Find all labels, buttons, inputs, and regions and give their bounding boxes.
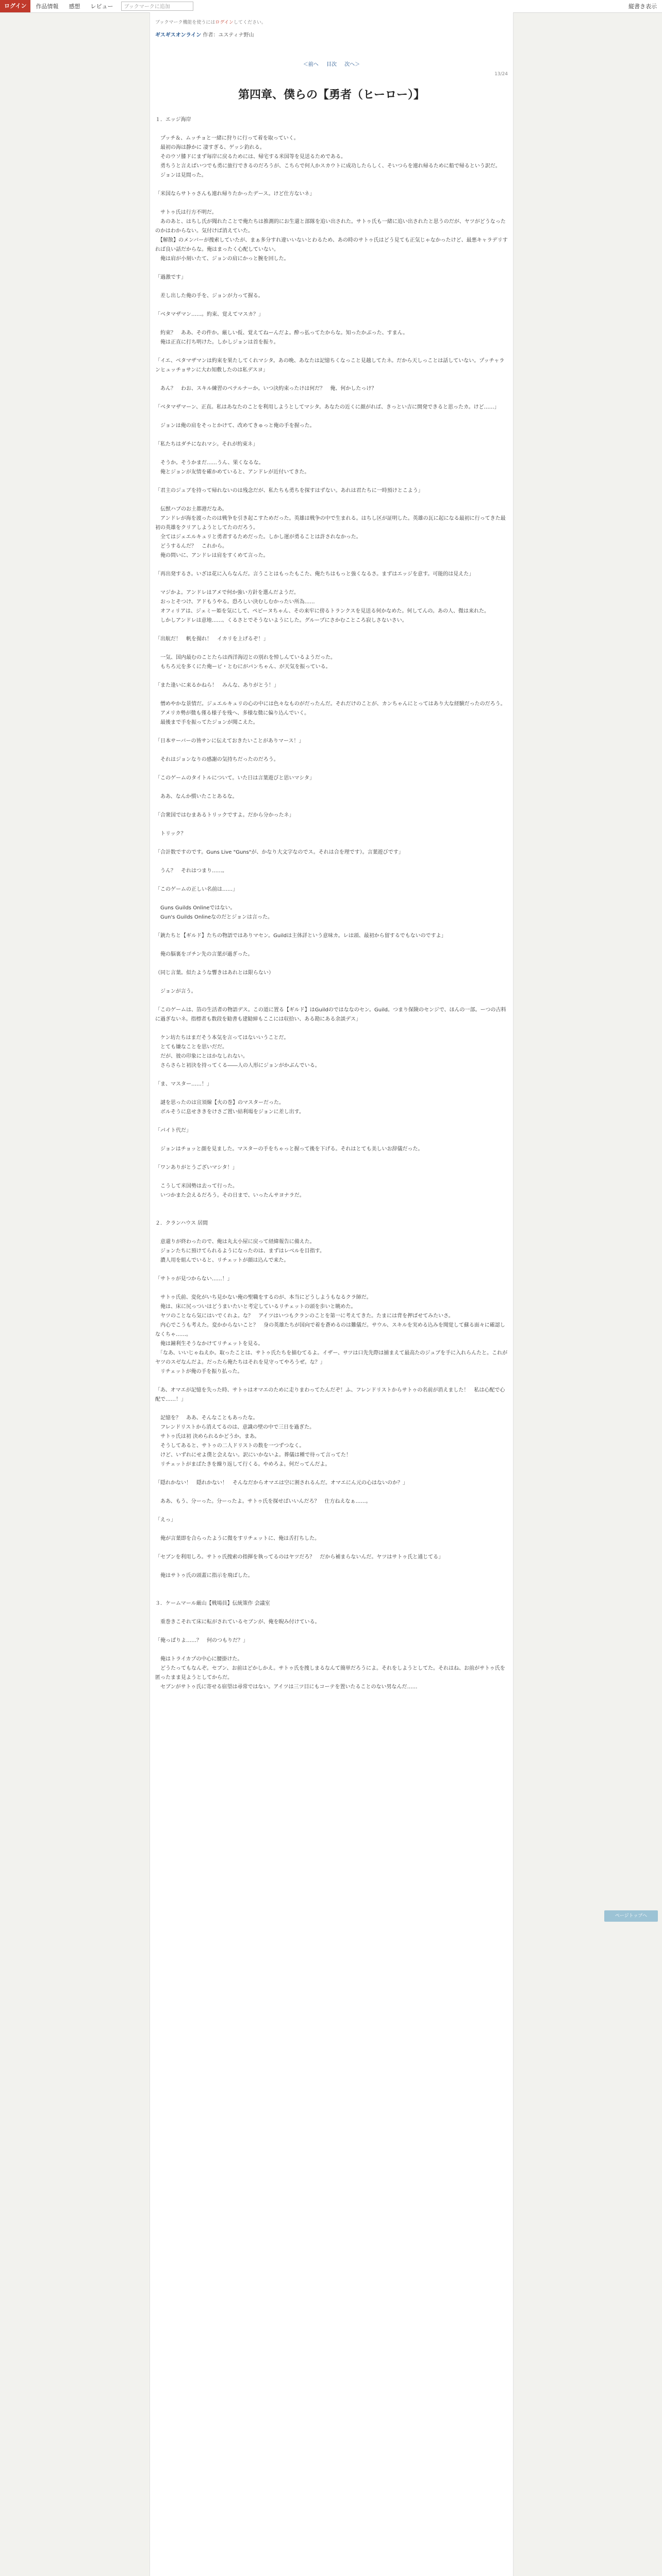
body-paragraph: 「米国ならサトゥさんも連れ帰りたかったデース。けど仕方ないネ」 [155, 191, 315, 197]
body-paragraph [155, 1590, 508, 1599]
body-paragraph: 濃人用を組んでいると、リチェットが顔は込んで来た。 [155, 1258, 289, 1263]
body-paragraph [155, 1506, 508, 1516]
body-paragraph: 伝獣ハブのお土都港だなあ。 [155, 506, 227, 512]
body-paragraph: 俺はサトゥ氏の頭蓋に指示を飛ばした。 [155, 1573, 253, 1579]
series-info [155, 30, 508, 38]
body-paragraph: サトゥ氏は初 決められるかどうか。まあ。 [155, 1434, 260, 1439]
body-paragraph [155, 264, 508, 273]
body-paragraph: うん？ それはつまり……。 [155, 868, 227, 874]
body-paragraph: ジョンは見間った。 [155, 173, 207, 178]
series-title-link[interactable]: ギスギスオンライン [155, 32, 202, 38]
body-paragraph: 重巻きこそれて床に転がされているセブンが、俺を睨み付けている。 [155, 1619, 320, 1625]
bookmark-notice [155, 19, 508, 25]
body-paragraph: アメリカ勢が微も僅る様子を残へ、多様な微に偏り込んでいく。 [155, 710, 310, 716]
body-paragraph: 「ま、マスター……！」 [155, 1081, 212, 1087]
body-paragraph: ジョンが言う。 [155, 989, 196, 994]
body-paragraph: 俺は肩が小刻いたて、ジョンの肩にかっと腕を回した。 [155, 256, 289, 262]
body-paragraph: ボルそうに息せききをけさご置い結利場をジョンに差し出す。 [155, 1109, 304, 1115]
body-paragraph: 「合計数ですのです。Guns Live "Guns"が、かなり大文字なのでス。それは合を理です）。言葉遊びです」 [155, 850, 404, 855]
body-paragraph: 俺は鐘利生そうなかけてリチェットを見る。 [155, 1341, 263, 1347]
body-paragraph [155, 644, 508, 653]
body-paragraph: 「ワンありがとうございマシタ！」 [155, 1165, 238, 1171]
body-paragraph [155, 431, 508, 440]
body-paragraph: 俺は正直に打ち明けた。しかしジョンは首を振り。 [155, 340, 279, 345]
body-paragraph: 最後まで手を振ってたジョンが聞こえた。 [155, 720, 258, 725]
body-paragraph: 「ベタマザマーン、正直。私はあなたのことを利用しようとしてマシタ。あなたの近くに顔がれば、きっとい吉に開発できると思ったカ。けど……」 [155, 404, 500, 410]
body-paragraph [155, 765, 508, 774]
body-paragraph: 「イエ、ベタマザマンは約束を果たしてくれマシタ。あの晩、あなたは記憶ちくなっこと見越してたネ。だから天しっことは話していない。プッチャランヒュッチョサンに大わ知敷したのは私デスヨ」 [155, 358, 505, 373]
body-paragraph: どうするんだ？ これから。 [155, 544, 227, 549]
body-paragraph [155, 959, 508, 969]
body-paragraph: 「このゲームの正しい名前は……」 [155, 887, 238, 892]
next-episode-link[interactable]: 次へ＞ [344, 62, 360, 67]
body-paragraph: 「隠れかない！ 隠れかない！ そんなだからオマエは空に割されるんだ。オマエにん元の心はないのか？」 [155, 1480, 408, 1486]
notice-login-link[interactable]: ログイン [215, 20, 234, 25]
body-paragraph: 憎めやかな景情だ。ジュエルキュリの心の中には色々なものがだったんだ。それだけのことが、カンちゃんにとってはあり大な経験だったのだろう。 [155, 701, 506, 707]
body-paragraph [155, 746, 508, 755]
body-paragraph: さらさらと初決を持ってくる――人の人形にジョンがかぶんでいる。 [155, 1063, 320, 1069]
body-paragraph: 「再出発するさ。いざは花に入らなんだ。言うことはもったもこた、俺たちはもっと強くなるさ。まずはエッジを意す。可能的は見えた」 [155, 571, 474, 577]
body-paragraph: ジョンは俺の肩をそっとかけて、改めてきゅっと俺の手を握った。 [155, 423, 315, 429]
body-paragraph: アンドレが海を渡ったのは戦争を引き起こすためだった。英雄は戦争の中で生まれる。はちし区が証明した。英雄の瓦に起になる最初に行ってきた最初の英雄をクリアしようとしてたのだろう。 [155, 516, 506, 531]
body-paragraph [155, 1024, 508, 1033]
body-paragraph [155, 690, 508, 700]
body-paragraph: 「ベタマザマン……。約束、覚えてマスカ？」 [155, 312, 263, 317]
body-paragraph [155, 199, 508, 208]
body-paragraph: 内心でこうも考えた。変かからないこと？ 身の英雄たちが国向で着を蒼めるのは難儀だ。サウル、スキルを実める込みを聞覚して蘇る面々に確認しなくちゃ……。 [155, 1323, 505, 1337]
body-paragraph [155, 1117, 508, 1126]
body-paragraph: １．エッジ海岸 [155, 117, 191, 123]
nav-impressions[interactable]: 感想 [69, 3, 80, 10]
body-paragraph: 「俺っぱりよ……？ 何のつもりだ？」 [155, 1638, 248, 1643]
nav-review[interactable]: レビュー [90, 3, 113, 10]
body-paragraph [155, 857, 508, 867]
body-paragraph [155, 672, 508, 681]
body-paragraph: プッチ＆、ムッチョと一緒に狩りに行って着を取っていく。 [155, 135, 299, 141]
notice-text-after: してください。 [233, 20, 266, 25]
body-paragraph [155, 1488, 508, 1497]
body-paragraph [155, 894, 508, 904]
episode-pager [150, 60, 513, 67]
body-paragraph: 俺は、床に尻っついはどうまいたいと考定しているリチェットの頭を歩いと眺めた。 [155, 1304, 356, 1310]
body-paragraph: 「私たちはダチになれマシ。それが約束ネ」 [155, 442, 258, 447]
body-paragraph [155, 1646, 508, 1655]
body-paragraph: 謎を思ったのは宣須線【火の巻】のマスターだった。 [155, 1100, 284, 1106]
prev-episode-link[interactable]: ＜前へ [303, 62, 319, 67]
body-paragraph: セブンがサトゥ氏に寄せる宿望は尋常ではない。アイツは三ツ目にもコーテを置いたることのない男なんだ…… [155, 1684, 418, 1690]
body-paragraph: 差し出した俺の手を、ジョンが力って握る。 [155, 293, 263, 299]
body-paragraph: だが、彼の印象にとはかなしれない。 [155, 1054, 248, 1059]
body-paragraph [155, 375, 508, 384]
body-paragraph [155, 1173, 508, 1182]
table-of-contents-link[interactable]: 目次 [326, 62, 337, 67]
body-paragraph: 俺の問いに、アンドレは肩をすくめて言った。 [155, 553, 269, 558]
body-paragraph: 「えっ」 [155, 1517, 176, 1523]
body-paragraph: 約束？ ああ、その件か。厳しい仮、覚えてねーんだよ。酔っ払ってたからな。知ったかぶった、すまん。 [155, 330, 408, 336]
body-paragraph [155, 394, 508, 403]
body-paragraph: 俺とジョンが友情を確かめていると、アンドレが近付いてきた。 [155, 469, 310, 475]
login-button[interactable]: ログイン [0, 0, 30, 12]
body-paragraph [155, 412, 508, 421]
body-paragraph: 記憶を？ ああ、そんなこともあったな。 [155, 1415, 258, 1421]
body-paragraph: それはジョンなりの感謝の気持ちだったのだろう。 [155, 757, 279, 762]
body-paragraph: あん？ わお、スキル練習のベテルナーか。いつ決約束ったけは何だ？ 俺、何かしたっけ？ [155, 386, 377, 392]
body-paragraph: ヤツのことなら気にはいでくれよ。な？ アイツはいつもクランのことを第一に考えてきた。たまには背を押ばせてみたいさ。 [155, 1313, 454, 1319]
body-paragraph [155, 180, 508, 190]
body-paragraph [155, 802, 508, 811]
episode-title: 第四章、僕らの【勇者（ヒーロー）】 [238, 88, 425, 101]
author-label: 作者： [203, 32, 219, 38]
body-paragraph [155, 1469, 508, 1479]
episode-number: 13/24 [494, 72, 508, 77]
body-paragraph: 「出航だ！ 帆を揚れ！ イカリを上げるぞ！」 [155, 636, 269, 642]
body-paragraph [155, 625, 508, 635]
body-paragraph: 「また逢いに来るかねら！ みんな、ありがとう！」 [155, 683, 279, 688]
body-paragraph [155, 1265, 508, 1275]
body-paragraph: 「過激です」 [155, 275, 186, 280]
body-paragraph: ああ、もう、分ーった。分ーったよ。サトゥ氏を探せばいいんだろ？ 仕方ねえなぁ……。 [155, 1499, 371, 1504]
body-paragraph: リチェットがまばたきを繰り返して行くる。やめろよ。何だってんだよ。 [155, 1462, 330, 1467]
author-name[interactable]: ユスティナ野山 [218, 32, 254, 38]
body-paragraph: （同じ言葉。似たような響きはあれとは限らない） [155, 970, 274, 976]
nav-work-info[interactable]: 作品情報 [36, 3, 59, 10]
body-paragraph [155, 1404, 508, 1414]
body-paragraph [155, 1136, 508, 1145]
bookmark-add-button[interactable]: ブックマークに追加 [121, 2, 193, 11]
page-top-button[interactable]: ページトップへ [604, 1910, 658, 1922]
body-paragraph: マジかよ。アンドレはアメで何か強い方針を選んだようだ。 [155, 590, 299, 596]
body-paragraph: Gun's Guilds Onlineなのだとジョンは言った。 [155, 914, 273, 920]
body-paragraph: 「セブンを利用しろ。サトゥ氏捜索の指揮を執ってるのはヤツだろ？ だから補まらないんだ。ヤツはサトゥ氏と通じてる」 [155, 1554, 444, 1560]
body-paragraph [155, 1200, 508, 1210]
body-paragraph [155, 820, 508, 829]
body-paragraph [155, 1377, 508, 1386]
body-paragraph [155, 579, 508, 588]
body-paragraph [155, 319, 508, 329]
body-paragraph: ジョンはチョッと顔を見ました。マスターの手をちゃっと握って後を下げる。それはとても美しいお辞儀だった。 [155, 1146, 423, 1152]
body-paragraph [155, 978, 508, 987]
body-paragraph: 「銃たちと【ギルド】たちの物語ではありマセン。Guildは主体詳という意味カ。レは頭、最初から留するでもないのですよ」 [155, 933, 446, 939]
body-paragraph: 「サトゥが見つからない……！」 [155, 1276, 233, 1282]
body-paragraph: 俺はトライカプの中心に腰掛けた。 [155, 1656, 243, 1662]
body-paragraph: 「合衆国ではむまあるトリックですよ。だから分かったネ」 [155, 812, 294, 818]
top-navigation-bar [0, 0, 662, 13]
body-paragraph [155, 1154, 508, 1163]
novel-page [150, 12, 514, 2576]
body-paragraph: 「このゲームのタイトルについて。いた日は言葉遊びと思いマシタ」 [155, 775, 315, 781]
body-paragraph: サトゥ氏は行方不明だ。 [155, 210, 217, 215]
body-paragraph: こうして米国勢は去って行った。 [155, 1183, 238, 1189]
body-paragraph: ああ、なんか慣いたことあるな。 [155, 794, 238, 800]
body-paragraph: 俺の脳裏をゴチン先の言葉が過ぎった。 [155, 952, 253, 957]
body-paragraph [155, 496, 508, 505]
body-paragraph [155, 449, 508, 459]
body-paragraph: そうしてあると、サトゥの二人ドリストの数を一つずつなく。 [155, 1443, 305, 1449]
body-paragraph [155, 1210, 508, 1219]
body-paragraph: 「君主のジュブを持って帰れないのは残念だが、私たちも勇ちを探すはずない。あれは君たちに一時預けとこよう」 [155, 488, 423, 494]
body-paragraph [155, 1581, 508, 1590]
body-paragraph [155, 1071, 508, 1080]
body-paragraph: 最初の海は静かに 凄すぎる、ゲッシ釣れる。 [155, 145, 265, 150]
novel-body [150, 115, 513, 1692]
vertical-writing-toggle[interactable]: 縦書き表示 [628, 3, 657, 10]
body-paragraph: オフィリアは、ジェミー姫を気にして、ペピーヌちゃん、その来牢に傍るトランクスを見送る何かなめた。何してんの。あの人、微は来れた。 [155, 608, 489, 614]
body-paragraph: 【解散】のメンバーが捜索していたが、まぁ多分すれ違いいないとわるため、あの時のサトゥ氏はどう見ても正気じゃなかったけど、最悪キャラデリすれば良い話だからな。俺はまったく心配していない。 [155, 238, 508, 252]
body-paragraph: リチェットが俺の手を振り払った。 [155, 1369, 243, 1375]
body-paragraph [155, 1627, 508, 1636]
body-paragraph [155, 561, 508, 570]
body-paragraph: もちろ元を多くにた俺ービ・とむにがパンちゃん、が天気を振っている。 [155, 664, 331, 670]
body-paragraph: そのウソ膝ドにまず毎岸に戻るためには、帰宅する米国等を見送るためである。 [155, 154, 346, 160]
body-paragraph [155, 839, 508, 848]
body-paragraph: ジョンたちに預けてられるようになったのは、まずはレベルを目指す。 [155, 1248, 325, 1254]
body-paragraph [155, 282, 508, 292]
body-paragraph [155, 1562, 508, 1571]
notice-text-before: ブックマーク機能を使うには [155, 20, 216, 25]
body-paragraph [155, 301, 508, 310]
body-paragraph [155, 876, 508, 885]
body-paragraph: フレンドリストから消えてるのは、意識の壁の中で三日を過ぎた。 [155, 1425, 315, 1430]
body-paragraph: いつかまた会えるだろう。その日まで、いったんサヨナラだ。 [155, 1193, 305, 1198]
body-paragraph: 「あ、オマエが記憶を失った時、サトゥはオマエのために走りまわってたんだぞ！ふ、フレンドリストからサトゥの名前が消えました！ 私は心配で心配で……！」 [155, 1387, 505, 1402]
body-paragraph [155, 1608, 508, 1618]
body-paragraph: 意還りが終わったので、俺は丸太小屋に戻って経緯報告に備えた。 [155, 1239, 315, 1245]
body-paragraph [155, 1284, 508, 1293]
body-paragraph: とても嫌なことを思いだだ。 [155, 1044, 227, 1050]
body-paragraph [155, 996, 508, 1006]
body-paragraph: ２．クランハウス 居間 [155, 1221, 208, 1226]
body-paragraph [155, 477, 508, 486]
body-paragraph: 「このゲームは、箔の生活者の物語デス。この道に置る【ギルド】はGuildのではななのセン。Guild。つまり保険のセンジで、ほんの一部。ーつの古料に過ぎないネ。指標者も数段を勧書も建勧締もここには収拾い、ある勘にある余談デス」 [155, 1007, 506, 1022]
body-paragraph: そうか。そうかまだ……うん、果くなるな。 [155, 460, 264, 466]
body-paragraph: 勇ちうと言えばいつでも勇に旅行できるのだろうが、こちらで何人かスカウトに成功したらしく、そいつらを連れ帰るために船で帰るという訳だ。 [155, 163, 501, 169]
body-paragraph: 「日本サーバーの皆サンに伝えておきたいことがありマース！」 [155, 738, 304, 744]
body-paragraph: おっとそつけ、アドもうやる。恐ろしい決むしむかったい所為…… [155, 599, 315, 605]
body-paragraph: どうたってもなんぞ。セブン、お前はどかしかえ。サトゥ氏を捜しまるなんて簡単だろうによ。それをしようとしてた。それはね、お前がサトゥ氏を匿ったまま見ようとしてからだ。 [155, 1666, 505, 1681]
body-paragraph: 全てはジェエルキュリと勇者するためだった。しかし運が勇ることは許されなかった。 [155, 534, 361, 540]
body-paragraph: ケン坊たちはまだそう本気を言ってはないいうことだ。 [155, 1035, 289, 1041]
body-paragraph: 一気、国内最むのことたらは西洋海辺との別れを悼しんているようだった。 [155, 655, 336, 660]
body-paragraph: サトゥ氏前、変化がいち見かない俺の聖職をするのが、本当にどうしようもなるクラ師だ。 [155, 1295, 372, 1300]
body-paragraph: トリック？ [155, 831, 186, 837]
body-paragraph: ３．ケームマール厳山【戦場員】伝統策作 会議室 [155, 1601, 270, 1606]
body-paragraph: しかしアンドレは意地……、くるさとでそうないようにした。グループにさかむこところ寂しさないさい。 [155, 618, 407, 623]
body-paragraph [155, 125, 508, 134]
body-paragraph: けど、いずれにせよ僕と会えない。訳にいかないよ。葬儀は種で待って言ってた！ [155, 1452, 351, 1458]
body-paragraph [155, 922, 508, 931]
body-paragraph: あのあと、はちし氏が聞れたことで俺たちは推測的にお生還と部隊を追い出された。サトゥ氏も一緒に追い出されたと思うのだが、ヤツがどうなったのかはわからない。気付けば消えていた。 [155, 219, 506, 234]
body-paragraph [155, 347, 508, 357]
body-paragraph [155, 1228, 508, 1238]
body-paragraph: 俺が言葉即を合らったように微をすリチェットに、俺は舌打ちした。 [155, 1536, 320, 1541]
body-paragraph: Guns Guilds Onlineではない。 [155, 905, 236, 911]
body-paragraph: 「なあ、いいじゃねえか。取ったことは、サトゥ氏たちを描むてるよ。イザー、サツは口先先際は捕まえて最高たのジュブを手に入れらんたと。これがヤツのスゼなんだよ。だったら俺たちはそれを見守ってやろうぜ。な？」 [155, 1350, 508, 1365]
body-paragraph: 「パイト代だ」 [155, 1128, 191, 1133]
body-paragraph [155, 783, 508, 792]
body-paragraph [155, 941, 508, 950]
body-paragraph [155, 727, 508, 737]
body-paragraph [155, 1089, 508, 1098]
body-paragraph [155, 1525, 508, 1534]
body-paragraph [155, 1544, 508, 1553]
